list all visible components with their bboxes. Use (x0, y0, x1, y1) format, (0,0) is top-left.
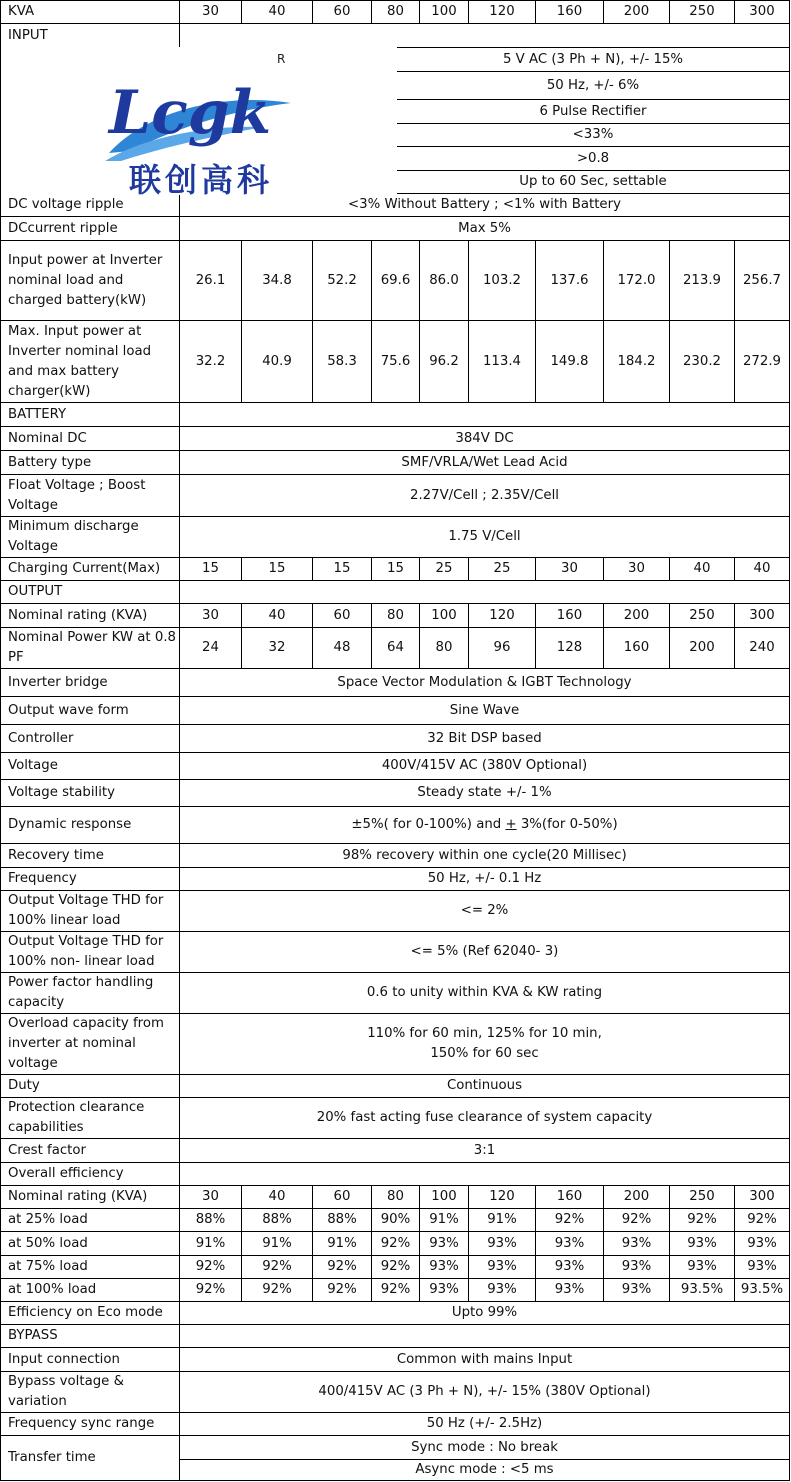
row-label: at 75% load (0, 1256, 179, 1278)
kva-value-cell: 40 (241, 1, 312, 23)
value-cell: <= 2% (179, 891, 790, 931)
value-cell: 200 (669, 628, 734, 668)
value-cell: 92% (535, 1209, 603, 1231)
value-cell: 30 (179, 1186, 241, 1208)
value-cell: 69.6 (371, 241, 419, 320)
bypass-section-header (0, 1324, 790, 1347)
output-power-row (0, 627, 790, 668)
kva-value-cell: 300 (734, 1, 790, 23)
dc-current-ripple-row (0, 216, 790, 240)
value-cell: Sine Wave (179, 697, 790, 724)
value-cell: 32.2 (179, 321, 241, 402)
dynamic-value-a: ±5%( for 0-100%) and (351, 817, 506, 832)
row-label: Output Voltage THD for 100% linear load (0, 891, 179, 931)
value-cell: 40 (241, 604, 312, 627)
value-cell: 250 (669, 604, 734, 627)
value-cell: 15 (371, 558, 419, 580)
value-cell: 400/415V AC (3 Ph + N), +/- 15% (380V Optional) (179, 1372, 790, 1412)
bypass-voltage-row (0, 1371, 790, 1412)
value-cell: 24 (179, 628, 241, 668)
min-discharge-row (0, 516, 790, 557)
row-label: Inverter bridge (0, 669, 179, 696)
overload-line-1: 110% for 60 min, 125% for 10 min, (367, 1026, 602, 1041)
value-cell: 93.5% (734, 1279, 790, 1301)
overload-line-2: 150% for 60 sec (430, 1046, 539, 1061)
empty-cell (179, 1163, 790, 1185)
row-label: Power factor handling capacity (0, 973, 179, 1013)
value-cell: 92% (734, 1209, 790, 1231)
pf-handling-row (0, 972, 790, 1013)
value-cell: 93% (468, 1232, 535, 1255)
controller-row (0, 724, 790, 752)
value-cell: Space Vector Modulation & IGBT Technology (179, 669, 790, 696)
value-cell: 0.6 to unity within KVA & KW rating (179, 973, 790, 1013)
value-cell: 91% (468, 1209, 535, 1231)
transfer-time-row (0, 1435, 790, 1481)
value-cell: 93% (419, 1232, 468, 1255)
kva-header-row (0, 0, 790, 23)
lcgk-logo-graphic (1, 47, 397, 195)
value-cell: 149.8 (535, 321, 603, 402)
section-label: OUTPUT (0, 581, 179, 603)
row-label: KVA (0, 1, 179, 23)
value-cell: 1.75 V/Cell (179, 517, 790, 557)
value-cell: 92% (371, 1232, 419, 1255)
row-label: Battery type (0, 451, 179, 474)
sync-range-row (0, 1412, 790, 1435)
value-cell: 50 Hz (+/- 2.5Hz) (179, 1413, 790, 1435)
row-label: Float Voltage ; Boost Voltage (0, 475, 179, 516)
value-cell: 90% (371, 1209, 419, 1231)
async-mode-cell: Async mode : <5 ms (179, 1459, 790, 1480)
value-cell: 25 (419, 558, 468, 580)
value-cell: 92% (241, 1256, 312, 1278)
value-cell: 50 Hz, +/- 6% (397, 72, 790, 99)
value-cell: 93% (468, 1279, 535, 1301)
kva-value-cell: 60 (312, 1, 371, 23)
value-cell: 100 (419, 604, 468, 627)
output-voltage-row (0, 752, 790, 779)
value-cell: 93% (669, 1232, 734, 1255)
row-label: Dynamic response (0, 807, 179, 843)
value-cell: 100 (419, 1186, 468, 1208)
value-cell: 40 (241, 1186, 312, 1208)
value-cell: Continuous (179, 1075, 790, 1097)
value-cell: 91% (419, 1209, 468, 1231)
value-cell: Upto 99% (179, 1302, 790, 1324)
nominal-dc-row (0, 426, 790, 450)
kva-value-cell: 200 (603, 1, 669, 23)
value-cell: <= 5% (Ref 62040- 3) (179, 932, 790, 972)
value-cell: 48 (312, 628, 371, 668)
charging-current-row (0, 557, 790, 580)
value-cell: 103.2 (468, 241, 535, 320)
empty-cell (179, 403, 790, 426)
value-cell: 20% fast acting fuse clearance of system capacity (179, 1098, 790, 1138)
efficiency-section-header (0, 1162, 790, 1185)
value-cell: 92% (241, 1279, 312, 1301)
row-label: Nominal rating (KVA) (0, 1186, 179, 1208)
value-cell: 2.27V/Cell ; 2.35V/Cell (179, 475, 790, 516)
value-cell: 30 (603, 558, 669, 580)
value-cell: 40 (734, 558, 790, 580)
value-cell: 160 (535, 604, 603, 627)
value-cell: 92% (669, 1209, 734, 1231)
registered-mark: R (277, 52, 286, 66)
value-cell: <3% Without Battery ; <1% with Battery (179, 194, 790, 216)
value-cell (179, 807, 790, 843)
thd-linear-row (0, 890, 790, 931)
efficiency-75-row (0, 1255, 790, 1278)
value-cell: 240 (734, 628, 790, 668)
value-cell: 91% (312, 1232, 371, 1255)
input-power-charged-row (0, 240, 790, 320)
value-cell: 30 (535, 558, 603, 580)
value-cell: 250 (669, 1186, 734, 1208)
value-cell: 92% (312, 1256, 371, 1278)
value-cell: 34.8 (241, 241, 312, 320)
value-cell: 91% (241, 1232, 312, 1255)
voltage-stability-row (0, 779, 790, 806)
value-cell: 50 Hz, +/- 0.1 Hz (179, 868, 790, 890)
row-label: Efficiency on Eco mode (0, 1302, 179, 1324)
recovery-time-row (0, 843, 790, 867)
value-cell: 92% (179, 1279, 241, 1301)
value-cell: 213.9 (669, 241, 734, 320)
value-cell: 93% (734, 1232, 790, 1255)
value-cell: 15 (312, 558, 371, 580)
section-label: INPUT (0, 24, 179, 47)
value-cell: 93% (535, 1279, 603, 1301)
value-cell: 93% (535, 1232, 603, 1255)
value-cell: 6 Pulse Rectifier (397, 100, 790, 123)
dynamic-value-c: 3%(for 0-50%) (516, 817, 618, 832)
sync-mode-cell: Sync mode : No break (179, 1436, 790, 1459)
value-cell: 93% (468, 1256, 535, 1278)
value-cell (179, 1014, 790, 1074)
value-cell: Steady state +/- 1% (179, 780, 790, 806)
value-cell: 30 (179, 604, 241, 627)
battery-section-header (0, 402, 790, 426)
row-label: Transfer time (0, 1436, 179, 1480)
bypass-connection-row (0, 1347, 790, 1371)
value-cell: 93% (419, 1256, 468, 1278)
value-cell: 200 (603, 604, 669, 627)
dc-voltage-ripple-row (0, 193, 790, 216)
row-label: at 100% load (0, 1279, 179, 1301)
section-label: BYPASS (0, 1325, 179, 1347)
value-cell: 40.9 (241, 321, 312, 402)
value-cell: Up to 60 Sec, settable (397, 171, 790, 193)
row-label: Controller (0, 725, 179, 752)
value-cell: 160 (535, 1186, 603, 1208)
section-label: Overall efficiency (0, 1163, 179, 1185)
value-cell: 93% (669, 1256, 734, 1278)
value-cell: 92% (312, 1279, 371, 1301)
row-label: Nominal rating (KVA) (0, 604, 179, 627)
value-cell: 113.4 (468, 321, 535, 402)
kva-value-cell: 30 (179, 1, 241, 23)
value-cell: 272.9 (734, 321, 790, 402)
value-cell: <33% (397, 124, 790, 146)
thd-nonlinear-row (0, 931, 790, 972)
value-cell: 5 V AC (3 Ph + N), +/- 15% (397, 48, 790, 71)
kva-value-cell: 250 (669, 1, 734, 23)
value-cell: 93% (535, 1256, 603, 1278)
value-cell: 128 (535, 628, 603, 668)
value-cell: 32 (241, 628, 312, 668)
row-label: Output wave form (0, 697, 179, 724)
value-cell: 88% (179, 1209, 241, 1231)
value-cell: 93% (603, 1256, 669, 1278)
value-cell: 384V DC (179, 427, 790, 450)
output-rating-row (0, 603, 790, 627)
output-frequency-row (0, 867, 790, 890)
value-cell: 137.6 (535, 241, 603, 320)
row-label: Duty (0, 1075, 179, 1097)
value-cell: 300 (734, 604, 790, 627)
value-cell: 52.2 (312, 241, 371, 320)
value-cell: 200 (603, 1186, 669, 1208)
row-label: at 50% load (0, 1232, 179, 1255)
value-cell: SMF/VRLA/Wet Lead Acid (179, 451, 790, 474)
value-cell: 93% (603, 1279, 669, 1301)
empty-cell (179, 581, 790, 603)
efficiency-100-row (0, 1278, 790, 1301)
row-label: Bypass voltage & variation (0, 1372, 179, 1412)
row-label: Crest factor (0, 1139, 179, 1162)
value-cell: 3:1 (179, 1139, 790, 1162)
crest-factor-row (0, 1138, 790, 1162)
row-label: Frequency (0, 868, 179, 890)
value-cell: 98% recovery within one cycle(20 Millisec) (179, 844, 790, 867)
row-label: Minimum discharge Voltage (0, 517, 179, 557)
value-cell: 86.0 (419, 241, 468, 320)
value-cell: 75.6 (371, 321, 419, 402)
kva-value-cell: 160 (535, 1, 603, 23)
empty-cell (179, 24, 790, 47)
value-cell: 92% (603, 1209, 669, 1231)
row-label: Nominal Power KW at 0.8 PF (0, 628, 179, 668)
value-cell: 60 (312, 1186, 371, 1208)
value-cell: 120 (468, 604, 535, 627)
value-cell: 93% (734, 1256, 790, 1278)
value-cell: 25 (468, 558, 535, 580)
value-cell: 93% (603, 1232, 669, 1255)
efficiency-25-row (0, 1208, 790, 1231)
value-cell: 88% (241, 1209, 312, 1231)
value-cell: 15 (179, 558, 241, 580)
row-label: Max. Input power at Inverter nominal load and max battery charger(kW) (0, 321, 179, 402)
dynamic-response-row (0, 806, 790, 843)
value-cell: 96 (468, 628, 535, 668)
value-cell: 96.2 (419, 321, 468, 402)
value-cell: 91% (179, 1232, 241, 1255)
value-cell: 60 (312, 604, 371, 627)
value-cell: 64 (371, 628, 419, 668)
row-label: Overload capacity from inverter at nominal voltage (0, 1014, 179, 1074)
value-cell: 15 (241, 558, 312, 580)
row-label: Input power at Inverter nominal load and charged battery(kW) (0, 241, 179, 320)
value-cell: 92% (371, 1279, 419, 1301)
value-cell: 120 (468, 1186, 535, 1208)
value-cell: 256.7 (734, 241, 790, 320)
output-section-header (0, 580, 790, 603)
logo-wordmark: Lcgk (109, 78, 272, 148)
kva-value-cell: 100 (419, 1, 468, 23)
row-label: Nominal DC (0, 427, 179, 450)
float-boost-row (0, 474, 790, 516)
wave-form-row (0, 696, 790, 724)
row-label: Input connection (0, 1348, 179, 1371)
row-label: Recovery time (0, 844, 179, 867)
input-section-header (0, 23, 790, 47)
efficiency-rating-row (0, 1185, 790, 1208)
row-label: Charging Current(Max) (0, 558, 179, 580)
battery-type-row (0, 450, 790, 474)
eco-efficiency-row (0, 1301, 790, 1324)
value-cell: 230.2 (669, 321, 734, 402)
value-cell: 80 (371, 604, 419, 627)
value-cell: Max 5% (179, 217, 790, 240)
duty-row (0, 1074, 790, 1097)
plus-minus-sign: + (505, 817, 517, 832)
row-label: Voltage stability (0, 780, 179, 806)
empty-cell (179, 1325, 790, 1347)
row-label: Protection clearance capabilities (0, 1098, 179, 1138)
section-label: BATTERY (0, 403, 179, 426)
value-cell: >0.8 (397, 147, 790, 170)
row-label: DC voltage ripple (0, 194, 179, 216)
value-cell: 92% (179, 1256, 241, 1278)
row-label: Frequency sync range (0, 1413, 179, 1435)
inverter-bridge-row (0, 668, 790, 696)
value-cell: 400V/415V AC (380V Optional) (179, 753, 790, 779)
overload-row (0, 1013, 790, 1074)
row-label: Output Voltage THD for 100% non- linear load (0, 932, 179, 972)
value-cell: 184.2 (603, 321, 669, 402)
kva-value-cell: 80 (371, 1, 419, 23)
value-cell: 58.3 (312, 321, 371, 402)
value-cell: 40 (669, 558, 734, 580)
value-cell: 80 (371, 1186, 419, 1208)
row-label: Voltage (0, 753, 179, 779)
value-cell: 92% (371, 1256, 419, 1278)
company-logo (1, 47, 397, 195)
value-cell: 32 Bit DSP based (179, 725, 790, 752)
logo-chinese-name: 联创高科 (129, 161, 274, 195)
value-cell: 93% (419, 1279, 468, 1301)
input-power-max-row (0, 320, 790, 402)
value-cell: 300 (734, 1186, 790, 1208)
value-cell: 88% (312, 1209, 371, 1231)
value-cell: 93.5% (669, 1279, 734, 1301)
value-cell: Common with mains Input (179, 1348, 790, 1371)
efficiency-50-row (0, 1231, 790, 1255)
value-cell: 172.0 (603, 241, 669, 320)
row-label: DCcurrent ripple (0, 217, 179, 240)
protection-row (0, 1097, 790, 1138)
kva-value-cell: 120 (468, 1, 535, 23)
value-cell: 26.1 (179, 241, 241, 320)
value-cell: 80 (419, 628, 468, 668)
row-label: at 25% load (0, 1209, 179, 1231)
value-cell: 160 (603, 628, 669, 668)
